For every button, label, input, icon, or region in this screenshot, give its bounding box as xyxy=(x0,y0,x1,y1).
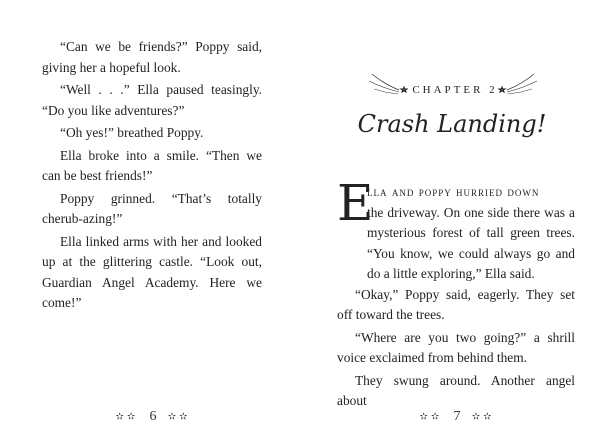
star-ornament-icon: ✫✫ xyxy=(471,411,495,423)
paragraph: Ella linked arms with her and looked up at the glittering castle. “Look out, Guardian Angel Academy. Here we come!” xyxy=(42,233,262,310)
paragraph: They swung around. Another angel about xyxy=(337,372,575,408)
chapter-label: CHAPTER 2 xyxy=(412,84,498,96)
right-page-text xyxy=(337,174,575,414)
paragraph: “Oh yes!” breathed Poppy. xyxy=(60,125,204,140)
star-ornament-icon: ✫✫ xyxy=(419,411,443,423)
page-number: 6 xyxy=(149,409,157,425)
left-page-footer xyxy=(78,408,228,425)
paragraph: “Where are you two going?” a shrill voice exclaimed from behind them. xyxy=(337,329,575,365)
left-page-text xyxy=(42,37,262,316)
paragraph: “Okay,” Poppy said, eagerly. They set off toward the trees. xyxy=(337,286,575,322)
chapter-title: Crash Landing! xyxy=(357,110,547,138)
paragraph: Poppy grinned. “That’s totally cherub-azing!” xyxy=(42,190,262,226)
star-ornament-icon: ✫✫ xyxy=(167,411,191,423)
page-number: 7 xyxy=(453,409,461,425)
right-page-footer xyxy=(382,408,532,425)
opening-paragraph: the driveway. On one side there was a mysterious forest of tall green trees. “You know, we could always go and do a little exploring,” Ella said. xyxy=(367,204,575,281)
paragraph: “Can we be friends?” Poppy said, giving her a hopeful look. xyxy=(42,39,262,75)
left-page xyxy=(0,0,298,447)
opening-smallcaps: lla and poppy hurried down xyxy=(367,184,540,199)
drop-cap: E xyxy=(337,174,374,232)
paragraph: “Well . . .” Ella paused teasingly. “Do you like adventures?” xyxy=(42,82,262,118)
paragraph: Ella broke into a smile. “Then we can be best friends!” xyxy=(42,147,262,183)
star-ornament-icon: ✫✫ xyxy=(115,411,139,423)
right-page xyxy=(302,0,600,447)
